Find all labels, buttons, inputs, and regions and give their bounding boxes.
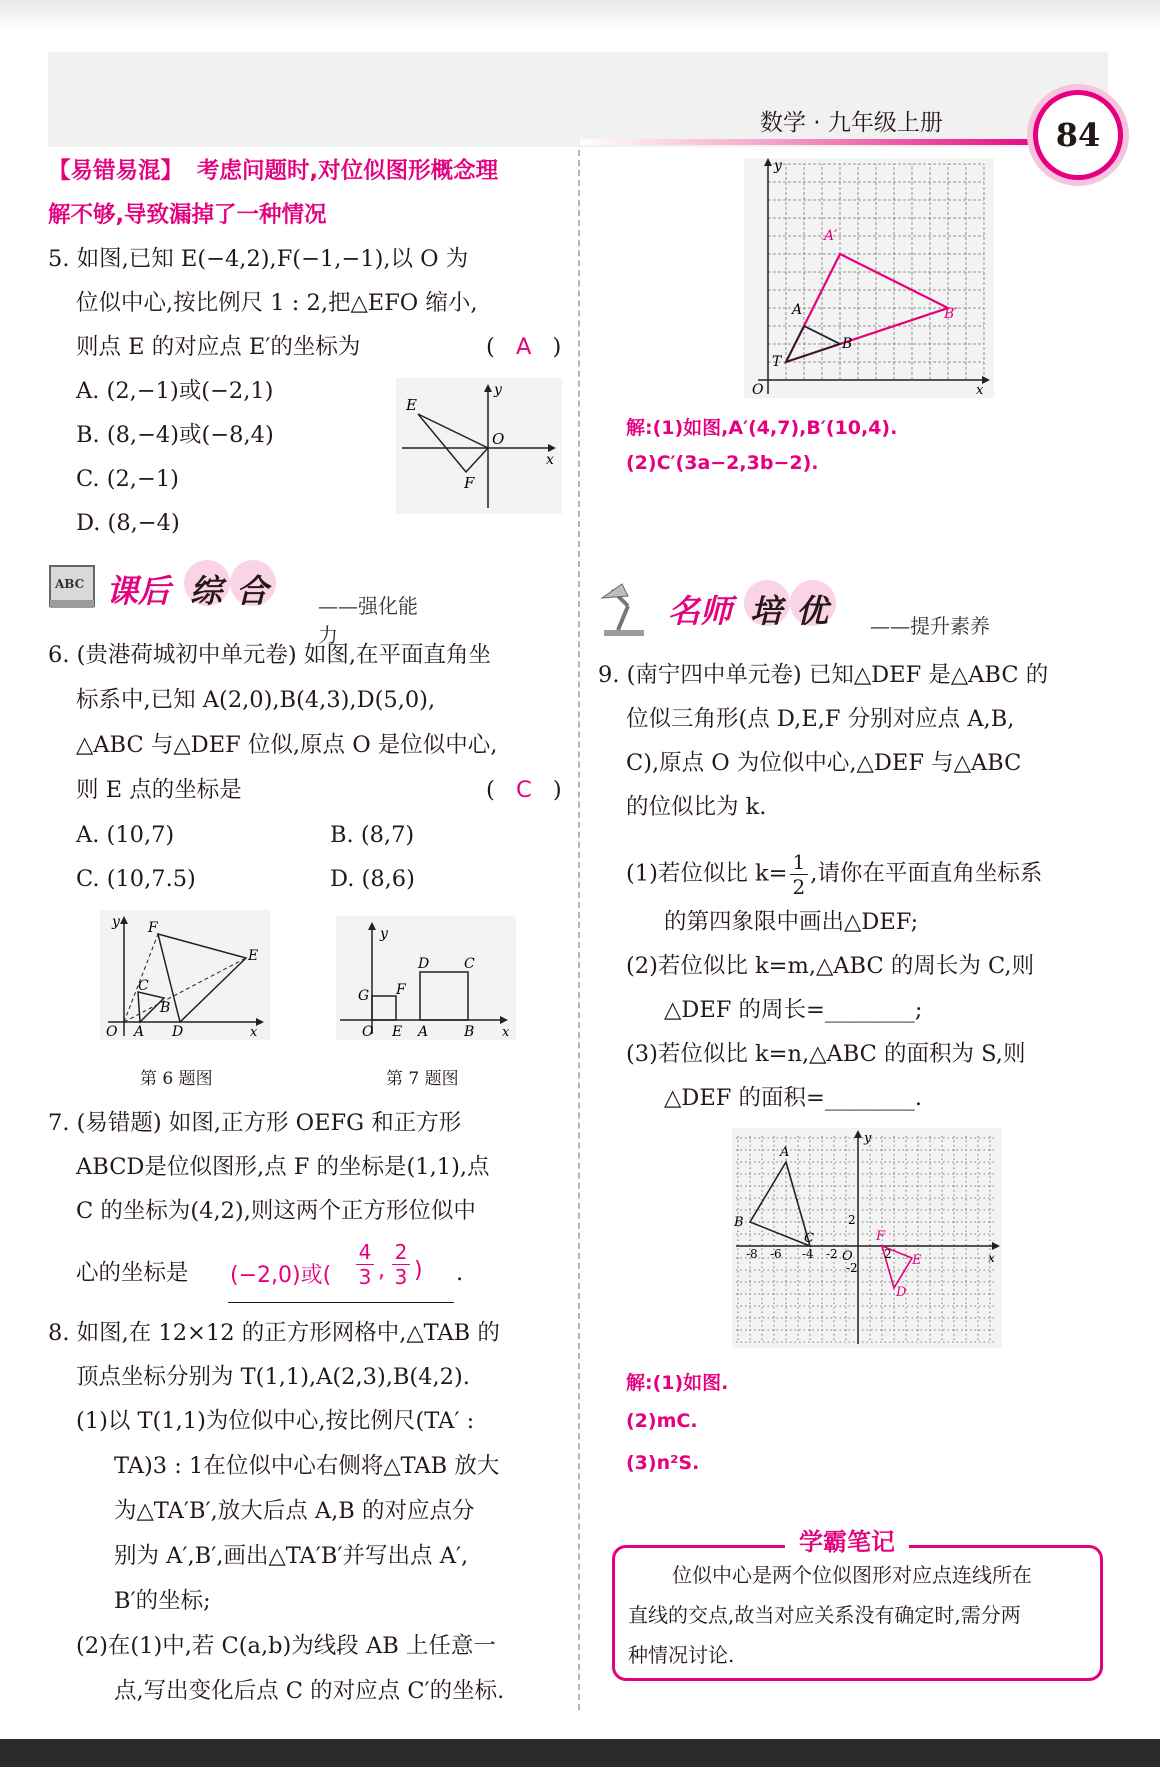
q9-tick-neg8: -8 [746,1247,758,1261]
book-icon-label: ABC [55,577,85,591]
q9-label-y: y [864,1131,872,1146]
q5-answer-paren [486,332,561,362]
q7-label-e: E [392,1024,403,1040]
q8-label-o: O [752,382,764,398]
q7-label-b: B [464,1024,475,1040]
q7-label-o: O [362,1024,374,1040]
section-header-after-class [46,560,426,647]
section2-title-b: 培 [750,592,783,630]
q8-line-1: 8. 如图,在 12×12 的正方形网格中,△TAB 的 [48,1320,500,1346]
q6-answer-paren [486,775,562,805]
q5-option-c: C. (2,−1) [76,466,179,492]
q6-line-4: 则 E 点的坐标是 [76,777,242,803]
q5-label-y: y [494,382,502,398]
q6-label-a: A [134,1024,145,1040]
tip-text-1: 考虑问题时,对位似图形概念理 [197,158,499,184]
q7-period: . [456,1260,464,1286]
q6-label-d: D [172,1024,184,1040]
q7-answer-part-b: ) [414,1258,423,1283]
section-header-teacher [598,580,998,640]
q8-label-a-prime: A′ [824,228,838,244]
desk-lamp-icon [598,580,658,640]
q6-label-f: F [148,920,158,936]
q9-part-2-line-1: (2)若位似比 k=m,△ABC 的周长为 C,则 [626,953,1035,979]
q8-label-b: B [842,336,853,352]
q5-label-o: O [492,430,505,448]
q6-label-y: y [112,914,120,930]
study-note-line-3: 种情况讨论. [628,1643,735,1667]
q8-line-9: 点,写出变化后点 C 的对应点 C′的坐标. [114,1678,505,1704]
q7-line-1: 7. (易错题) 如图,正方形 OEFG 和正方形 [48,1110,462,1136]
q7-frac-sep: , [378,1258,385,1283]
q7-label-x: x [502,1025,510,1040]
book-title: 数学 · 九年级上册 [760,110,943,136]
q5-answer: A [515,334,532,360]
book-icon [46,560,98,614]
q8-label-y: y [774,158,782,174]
q5-line-3: 则点 E 的对应点 E′的坐标为 [76,334,361,360]
q8-line-4: TA)3 : 1在位似中心右侧将△TAB 放大 [114,1453,500,1479]
q7-line-3: C 的坐标为(4,2),则这两个正方形位似中 [76,1198,476,1224]
q7-label-y: y [380,926,388,942]
q9-label-b: B [734,1215,744,1230]
q9-part-3-line-2: △DEF 的面积=________. [664,1085,923,1111]
q9-label-f: F [876,1229,886,1244]
q5-option-b: B. (8,−4)或(−8,4) [76,422,274,448]
q7-figure-caption: 第 7 题图 [386,1069,459,1089]
q9-part-2-line-2: △DEF 的周长=________; [664,997,923,1023]
q6-line-2: 标系中,已知 A(2,0),B(4,3),D(5,0), [76,687,436,713]
q8-solution-2: (2)C′(3a−2,3b−2). [626,452,819,474]
q7-label-a: A [418,1024,429,1040]
q7-frac-2 [392,1240,410,1289]
q7-line-2: ABCD是位似图形,点 F 的坐标是(1,1),点 [76,1154,490,1180]
q8-line-6: 别为 A′,B′,画出△TA′B′并写出点 A′, [114,1543,469,1569]
q9-label-d: D [896,1285,907,1300]
q9-tick-pos2: 2 [884,1247,892,1261]
q7-frac-2-den: 3 [394,1265,408,1289]
q9-tick-y-pos2: 2 [848,1213,856,1227]
q9-label-o: O [842,1249,853,1264]
q7-frac-1 [356,1240,374,1289]
q5-option-d: D. (8,−4) [76,510,180,536]
q6-answer: C [515,777,532,803]
column-divider [578,150,580,1710]
q6-option-b: B. (8,7) [330,822,415,848]
q5-line-1: 5. 如图,已知 E(−4,2),F(−1,−1),以 O 为 [48,246,469,272]
study-note-title: 学霸笔记 [785,1522,909,1557]
tip-label: 【易错易混】 [48,158,184,184]
q9-fraction [790,850,809,899]
q5-option-a: A. (2,−1)或(−2,1) [76,378,274,404]
study-note-line-2: 直线的交点,故当对应关系没有确定时,需分两 [628,1603,1021,1627]
q6-figure [100,910,270,1040]
q6-label-e: E [248,948,259,964]
q8-label-a: A [792,302,803,318]
q9-line-2: 位似三角形(点 D,E,F 分别对应点 A,B, [626,706,1015,732]
q6-paren-open: ( [486,777,495,803]
q8-grid-figure [744,158,994,398]
q6-label-b: B [160,1000,171,1016]
q8-solution-1: 解:(1)如图,A′(4,7),B′(10,4). [626,417,898,439]
q7-figure [336,916,516,1040]
q6-paren-close: ) [552,777,562,803]
q5-label-f: F [464,474,475,492]
header-rule [580,139,1050,145]
q9-tick-neg4: -4 [802,1247,814,1261]
tip-line-1 [48,156,498,186]
section1-title-c: 合 [236,572,269,610]
q5-figure-bg [396,378,562,514]
q5-line-2: 位似中心,按比例尺 1 : 2,把△EFO 缩小, [76,290,478,316]
q6-line-1: 6. (贵港荷城初中单元卷) 如图,在平面直角坐 [48,642,491,668]
q8-label-x: x [976,383,984,398]
q9-part-3-line-1: (3)若位似比 k=n,△ABC 的面积为 S,则 [626,1041,1026,1067]
q9-line-3: C),原点 O 为位似中心,△DEF 与△ABC [626,750,1022,776]
q7-frac-2-num: 2 [392,1240,410,1265]
q8-label-b-prime: B′ [944,306,958,322]
q9-solution-2: (2)mC. [626,1410,698,1432]
q6-option-a: A. (10,7) [76,822,175,848]
section2-title-c: 优 [796,592,829,630]
q6-label-c: C [138,978,149,994]
study-note-line-1: 位似中心是两个位似图形对应点连线所在 [672,1563,1032,1587]
q5-paren-open: ( [486,334,495,360]
q8-line-5: 为△TA′B′,放大后点 A,B 的对应点分 [114,1498,475,1524]
section1-title-b: 综 [190,572,223,610]
q9-part-1-line-1 [626,850,1042,899]
q7-label-c: C [464,956,475,972]
q9-label-c: C [804,1231,814,1246]
q9-tick-y-neg2: -2 [846,1261,858,1275]
q9-line-4: 的位似比为 k. [626,794,767,820]
q8-label-t: T [772,354,782,370]
page-header [48,52,1108,147]
section2-title-a: 名师 [668,592,733,630]
page-number: 84 [1033,90,1123,180]
q6-figure-caption: 第 6 题图 [140,1069,213,1089]
q9-fraction-den: 2 [792,875,806,899]
q7-frac-1-den: 3 [358,1265,372,1289]
q9-label-e: E [912,1253,922,1268]
q5-paren-close: ) [552,334,562,360]
q5-label-x: x [546,452,554,468]
q9-tick-neg6: -6 [770,1247,782,1261]
section2-subtitle: ——提升素养 [870,614,990,638]
q7-label-d: D [418,956,430,972]
q9-tick-neg2: -2 [826,1247,838,1261]
q5-label-e: E [406,396,417,414]
section1-subtitle: ——强化能力 [318,594,418,647]
q7-label-f: F [396,982,406,998]
q9-solution-3: (3)n²S. [626,1452,700,1474]
q6-label-x: x [250,1025,258,1040]
q6-option-d: D. (8,6) [330,866,415,892]
q6-label-o: O [106,1024,118,1040]
q7-answer-blank [228,1240,454,1303]
q9-label-a: A [780,1145,790,1160]
window-top-edge [0,0,1160,30]
q8-line-8: (2)在(1)中,若 C(a,b)为线段 AB 上任意一 [76,1633,496,1659]
q9-grid-figure [732,1128,1002,1348]
q9-label-x: x [988,1251,995,1265]
q8-line-2: 顶点坐标分别为 T(1,1),A(2,3),B(4,2). [76,1364,470,1390]
q9-part-1-line-2: 的第四象限中画出△DEF; [664,909,919,935]
q7-label-g: G [358,988,370,1004]
q5-figure [396,378,562,514]
q7-line-4: 心的坐标是 [76,1260,189,1286]
q6-line-3: △ABC 与△DEF 位似,原点 O 是位似中心, [76,732,498,758]
tip-line-2: 解不够,导致漏掉了一种情况 [48,202,327,228]
q9-solution-1: 解:(1)如图. [626,1372,729,1394]
q6-option-c: C. (10,7.5) [76,866,196,892]
window-bottom-edge [0,1739,1160,1767]
q7-frac-1-num: 4 [356,1240,374,1265]
q9-fraction-num: 1 [790,850,809,875]
q7-answer-part-a: (−2,0)或( [230,1263,332,1288]
section1-title-a: 课后 [106,572,171,610]
q9-part-1-text-b: ,请你在平面直角坐标系 [810,860,1043,887]
q9-line-1: 9. (南宁四中单元卷) 已知△DEF 是△ABC 的 [598,662,1049,688]
q8-line-3: (1)以 T(1,1)为位似中心,按比例尺(TA′ : [76,1408,475,1434]
q8-line-7: B′的坐标; [114,1588,211,1614]
q9-part-1-text-a: (1)若位似比 k= [626,860,788,887]
